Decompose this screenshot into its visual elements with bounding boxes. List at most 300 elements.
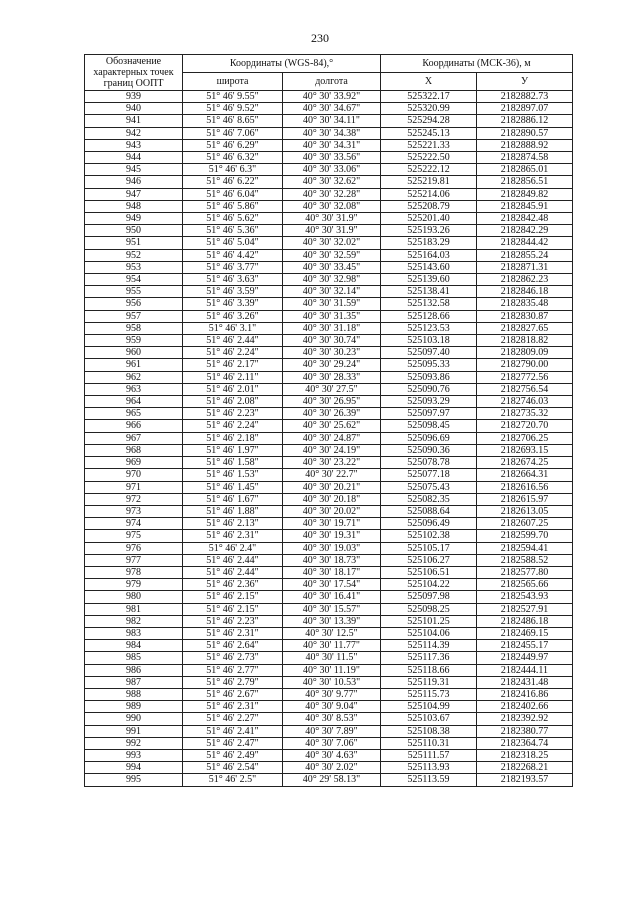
- latitude-cell: 51° 46' 2.24": [183, 347, 283, 359]
- longitude-cell: 40° 30' 31.35": [283, 310, 381, 322]
- table-row: [85, 371, 573, 383]
- latitude-cell: 51° 46' 9.52": [183, 103, 283, 115]
- latitude-cell: 51° 46' 2.4": [183, 542, 283, 554]
- point-id-cell: 956: [85, 298, 183, 310]
- y-cell: 2182486.18: [477, 615, 573, 627]
- y-cell: 2182855.24: [477, 249, 573, 261]
- x-cell: 525106.27: [381, 554, 477, 566]
- table-row: [85, 505, 573, 517]
- x-cell: 525097.97: [381, 408, 477, 420]
- longitude-cell: 40° 30' 9.04": [283, 701, 381, 713]
- longitude-cell: 40° 30' 13.39": [283, 615, 381, 627]
- x-cell: 525110.31: [381, 737, 477, 749]
- latitude-cell: 51° 46' 2.5": [183, 774, 283, 786]
- x-cell: 525101.25: [381, 615, 477, 627]
- header-latitude: широта: [183, 73, 283, 91]
- x-cell: 525208.79: [381, 200, 477, 212]
- latitude-cell: 51° 46' 1.67": [183, 493, 283, 505]
- table-row: [85, 615, 573, 627]
- longitude-cell: 40° 30' 22.7": [283, 469, 381, 481]
- x-cell: 525075.43: [381, 481, 477, 493]
- longitude-cell: 40° 30' 11.77": [283, 640, 381, 652]
- x-cell: 525219.81: [381, 176, 477, 188]
- latitude-cell: 51° 46' 6.04": [183, 188, 283, 200]
- table-row: [85, 383, 573, 395]
- longitude-cell: 40° 30' 32.59": [283, 249, 381, 261]
- point-id-cell: 980: [85, 591, 183, 603]
- longitude-cell: 40° 30' 20.18": [283, 493, 381, 505]
- latitude-cell: 51° 46' 3.59": [183, 286, 283, 298]
- y-cell: 2182674.25: [477, 457, 573, 469]
- latitude-cell: 51° 46' 2.23": [183, 408, 283, 420]
- longitude-cell: 40° 30' 31.9": [283, 213, 381, 225]
- table-row: [85, 347, 573, 359]
- longitude-cell: 40° 30' 18.17": [283, 566, 381, 578]
- longitude-cell: 40° 30' 18.73": [283, 554, 381, 566]
- latitude-cell: 51° 46' 2.73": [183, 652, 283, 664]
- longitude-cell: 40° 30' 31.59": [283, 298, 381, 310]
- y-cell: 2182886.12: [477, 115, 573, 127]
- latitude-cell: 51° 46' 2.41": [183, 725, 283, 737]
- x-cell: 525093.29: [381, 396, 477, 408]
- table-row: [85, 139, 573, 151]
- latitude-cell: 51° 46' 2.44": [183, 335, 283, 347]
- longitude-cell: 40° 30' 7.89": [283, 725, 381, 737]
- latitude-cell: 51° 46' 2.64": [183, 640, 283, 652]
- longitude-cell: 40° 30' 19.03": [283, 542, 381, 554]
- table-row: [85, 249, 573, 261]
- y-cell: 2182827.65: [477, 322, 573, 334]
- x-cell: 525294.28: [381, 115, 477, 127]
- y-cell: 2182607.25: [477, 518, 573, 530]
- table-row: [85, 481, 573, 493]
- longitude-cell: 40° 30' 15.57": [283, 603, 381, 615]
- point-id-cell: 995: [85, 774, 183, 786]
- longitude-cell: 40° 30' 10.53": [283, 676, 381, 688]
- y-cell: 2182830.87: [477, 310, 573, 322]
- point-id-cell: 947: [85, 188, 183, 200]
- x-cell: 525106.51: [381, 566, 477, 578]
- y-cell: 2182706.25: [477, 432, 573, 444]
- point-id-cell: 952: [85, 249, 183, 261]
- longitude-cell: 40° 30' 34.11": [283, 115, 381, 127]
- header-wgs84: Координаты (WGS-84),°: [183, 55, 381, 73]
- longitude-cell: 40° 30' 30.23": [283, 347, 381, 359]
- y-cell: 2182882.73: [477, 91, 573, 103]
- table-body: [85, 91, 573, 787]
- longitude-cell: 40° 30' 34.31": [283, 139, 381, 151]
- table-row: [85, 127, 573, 139]
- table-row: [85, 420, 573, 432]
- table-row: [85, 530, 573, 542]
- y-cell: 2182664.31: [477, 469, 573, 481]
- table-row: [85, 115, 573, 127]
- longitude-cell: 40° 30' 26.39": [283, 408, 381, 420]
- point-id-cell: 941: [85, 115, 183, 127]
- y-cell: 2182616.56: [477, 481, 573, 493]
- x-cell: 525103.18: [381, 335, 477, 347]
- y-cell: 2182772.56: [477, 371, 573, 383]
- table-row: [85, 298, 573, 310]
- point-id-cell: 973: [85, 505, 183, 517]
- y-cell: 2182835.48: [477, 298, 573, 310]
- table-row: [85, 542, 573, 554]
- x-cell: 525245.13: [381, 127, 477, 139]
- point-id-cell: 992: [85, 737, 183, 749]
- y-cell: 2182380.77: [477, 725, 573, 737]
- x-cell: 525117.36: [381, 652, 477, 664]
- x-cell: 525104.22: [381, 579, 477, 591]
- table-row: [85, 554, 573, 566]
- y-cell: 2182416.86: [477, 688, 573, 700]
- table-row: [85, 200, 573, 212]
- latitude-cell: 51° 46' 2.17": [183, 359, 283, 371]
- table-row: [85, 176, 573, 188]
- table-row: [85, 322, 573, 334]
- x-cell: 525104.99: [381, 701, 477, 713]
- table-row: [85, 152, 573, 164]
- table-row: [85, 652, 573, 664]
- table-row: [85, 688, 573, 700]
- table-row: [85, 164, 573, 176]
- y-cell: 2182577.80: [477, 566, 573, 578]
- table-row: [85, 737, 573, 749]
- y-cell: 2182392.92: [477, 713, 573, 725]
- table-row: [85, 566, 573, 578]
- point-id-cell: 943: [85, 139, 183, 151]
- table-row: [85, 213, 573, 225]
- x-cell: 525105.17: [381, 542, 477, 554]
- y-cell: 2182444.11: [477, 664, 573, 676]
- longitude-cell: 40° 30' 20.02": [283, 505, 381, 517]
- longitude-cell: 40° 30' 33.06": [283, 164, 381, 176]
- longitude-cell: 40° 30' 24.87": [283, 432, 381, 444]
- table-row: [85, 359, 573, 371]
- x-cell: 525102.38: [381, 530, 477, 542]
- longitude-cell: 40° 30' 7.06": [283, 737, 381, 749]
- table-row: [85, 237, 573, 249]
- longitude-cell: 40° 30' 9.77": [283, 688, 381, 700]
- x-cell: 525098.25: [381, 603, 477, 615]
- latitude-cell: 51° 46' 2.27": [183, 713, 283, 725]
- latitude-cell: 51° 46' 2.01": [183, 383, 283, 395]
- table-row: [85, 627, 573, 639]
- y-cell: 2182842.48: [477, 213, 573, 225]
- point-id-cell: 946: [85, 176, 183, 188]
- x-cell: 525138.41: [381, 286, 477, 298]
- table-row: [85, 749, 573, 761]
- point-id-cell: 953: [85, 261, 183, 273]
- x-cell: 525078.78: [381, 457, 477, 469]
- x-cell: 525090.36: [381, 444, 477, 456]
- point-id-cell: 984: [85, 640, 183, 652]
- point-id-cell: 967: [85, 432, 183, 444]
- longitude-cell: 40° 30' 32.02": [283, 237, 381, 249]
- latitude-cell: 51° 46' 5.62": [183, 213, 283, 225]
- table-row: [85, 444, 573, 456]
- y-cell: 2182469.15: [477, 627, 573, 639]
- latitude-cell: 51° 46' 4.42": [183, 249, 283, 261]
- x-cell: 525123.53: [381, 322, 477, 334]
- x-cell: 525077.18: [381, 469, 477, 481]
- point-id-cell: 944: [85, 152, 183, 164]
- y-cell: 2182845.91: [477, 200, 573, 212]
- point-id-cell: 970: [85, 469, 183, 481]
- latitude-cell: 51° 46' 1.45": [183, 481, 283, 493]
- header-point-designation: Обозначение характерных точек границ ООПТ: [85, 55, 183, 91]
- y-cell: 2182565.66: [477, 579, 573, 591]
- longitude-cell: 40° 30' 11.19": [283, 664, 381, 676]
- x-cell: 525221.33: [381, 139, 477, 151]
- x-cell: 525115.73: [381, 688, 477, 700]
- latitude-cell: 51° 46' 2.54": [183, 762, 283, 774]
- latitude-cell: 51° 46' 1.53": [183, 469, 283, 481]
- latitude-cell: 51° 46' 3.26": [183, 310, 283, 322]
- y-cell: 2182818.82: [477, 335, 573, 347]
- table-row: [85, 762, 573, 774]
- x-cell: 525098.45: [381, 420, 477, 432]
- latitude-cell: 51° 46' 3.39": [183, 298, 283, 310]
- point-id-cell: 976: [85, 542, 183, 554]
- longitude-cell: 40° 30' 32.98": [283, 274, 381, 286]
- point-id-cell: 969: [85, 457, 183, 469]
- longitude-cell: 40° 30' 11.5": [283, 652, 381, 664]
- y-cell: 2182809.09: [477, 347, 573, 359]
- longitude-cell: 40° 30' 19.31": [283, 530, 381, 542]
- longitude-cell: 40° 30' 30.74": [283, 335, 381, 347]
- point-id-cell: 979: [85, 579, 183, 591]
- longitude-cell: 40° 30' 26.95": [283, 396, 381, 408]
- x-cell: 525183.29: [381, 237, 477, 249]
- y-cell: 2182874.58: [477, 152, 573, 164]
- x-cell: 525088.64: [381, 505, 477, 517]
- longitude-cell: 40° 30' 34.67": [283, 103, 381, 115]
- point-id-cell: 990: [85, 713, 183, 725]
- point-id-cell: 974: [85, 518, 183, 530]
- page-number: 230: [311, 31, 329, 45]
- table-row: [85, 335, 573, 347]
- point-id-cell: 962: [85, 371, 183, 383]
- point-id-cell: 963: [85, 383, 183, 395]
- point-id-cell: 961: [85, 359, 183, 371]
- x-cell: 525139.60: [381, 274, 477, 286]
- point-id-cell: 940: [85, 103, 183, 115]
- x-cell: 525143.60: [381, 261, 477, 273]
- y-cell: 2182844.42: [477, 237, 573, 249]
- table-row: [85, 713, 573, 725]
- latitude-cell: 51° 46' 3.63": [183, 274, 283, 286]
- point-id-cell: 965: [85, 408, 183, 420]
- point-id-cell: 960: [85, 347, 183, 359]
- x-cell: 525132.58: [381, 298, 477, 310]
- y-cell: 2182455.17: [477, 640, 573, 652]
- latitude-cell: 51° 46' 8.65": [183, 115, 283, 127]
- longitude-cell: 40° 29' 58.13": [283, 774, 381, 786]
- point-id-cell: 939: [85, 91, 183, 103]
- x-cell: 525164.03: [381, 249, 477, 261]
- point-id-cell: 945: [85, 164, 183, 176]
- y-cell: 2182594.41: [477, 542, 573, 554]
- header-row-1: [85, 55, 573, 73]
- table-row: [85, 774, 573, 786]
- latitude-cell: 51° 46' 2.24": [183, 420, 283, 432]
- point-id-cell: 957: [85, 310, 183, 322]
- latitude-cell: 51° 46' 1.97": [183, 444, 283, 456]
- longitude-cell: 40° 30' 25.62": [283, 420, 381, 432]
- latitude-cell: 51° 46' 2.31": [183, 530, 283, 542]
- table-row: [85, 396, 573, 408]
- point-id-cell: 971: [85, 481, 183, 493]
- y-cell: 2182865.01: [477, 164, 573, 176]
- x-cell: 525193.26: [381, 225, 477, 237]
- y-cell: 2182756.54: [477, 383, 573, 395]
- x-cell: 525104.06: [381, 627, 477, 639]
- x-cell: 525108.38: [381, 725, 477, 737]
- y-cell: 2182318.25: [477, 749, 573, 761]
- point-id-cell: 948: [85, 200, 183, 212]
- longitude-cell: 40° 30' 8.53": [283, 713, 381, 725]
- longitude-cell: 40° 30' 2.02": [283, 762, 381, 774]
- longitude-cell: 40° 30' 31.18": [283, 322, 381, 334]
- table-row: [85, 91, 573, 103]
- point-id-cell: 989: [85, 701, 183, 713]
- point-id-cell: 985: [85, 652, 183, 664]
- x-cell: 525128.66: [381, 310, 477, 322]
- point-id-cell: 950: [85, 225, 183, 237]
- table-row: [85, 579, 573, 591]
- longitude-cell: 40° 30' 31.9": [283, 225, 381, 237]
- y-cell: 2182402.66: [477, 701, 573, 713]
- x-cell: 525095.33: [381, 359, 477, 371]
- table-row: [85, 725, 573, 737]
- point-id-cell: 993: [85, 749, 183, 761]
- point-id-cell: 975: [85, 530, 183, 542]
- latitude-cell: 51° 46' 2.49": [183, 749, 283, 761]
- y-cell: 2182746.03: [477, 396, 573, 408]
- latitude-cell: 51° 46' 2.08": [183, 396, 283, 408]
- latitude-cell: 51° 46' 2.47": [183, 737, 283, 749]
- y-cell: 2182856.51: [477, 176, 573, 188]
- longitude-cell: 40° 30' 12.5": [283, 627, 381, 639]
- latitude-cell: 51° 46' 2.36": [183, 579, 283, 591]
- latitude-cell: 51° 46' 2.13": [183, 518, 283, 530]
- latitude-cell: 51° 46' 2.15": [183, 603, 283, 615]
- y-cell: 2182615.97: [477, 493, 573, 505]
- table-row: [85, 310, 573, 322]
- latitude-cell: 51° 46' 2.44": [183, 554, 283, 566]
- table-row: [85, 286, 573, 298]
- latitude-cell: 51° 46' 2.77": [183, 664, 283, 676]
- point-id-cell: 951: [85, 237, 183, 249]
- y-cell: 2182527.91: [477, 603, 573, 615]
- table-row: [85, 591, 573, 603]
- point-id-cell: 942: [85, 127, 183, 139]
- x-cell: 525093.86: [381, 371, 477, 383]
- table-row: [85, 493, 573, 505]
- table-row: [85, 188, 573, 200]
- y-cell: 2182720.70: [477, 420, 573, 432]
- y-cell: 2182431.48: [477, 676, 573, 688]
- latitude-cell: 51° 46' 9.55": [183, 91, 283, 103]
- y-cell: 2182193.57: [477, 774, 573, 786]
- longitude-cell: 40° 30' 34.38": [283, 127, 381, 139]
- point-id-cell: 994: [85, 762, 183, 774]
- longitude-cell: 40° 30' 16.41": [283, 591, 381, 603]
- longitude-cell: 40° 30' 24.19": [283, 444, 381, 456]
- x-cell: 525201.40: [381, 213, 477, 225]
- latitude-cell: 51° 46' 2.15": [183, 591, 283, 603]
- point-id-cell: 959: [85, 335, 183, 347]
- x-cell: 525082.35: [381, 493, 477, 505]
- table-row: [85, 664, 573, 676]
- latitude-cell: 51° 46' 2.11": [183, 371, 283, 383]
- point-id-cell: 991: [85, 725, 183, 737]
- point-id-cell: 986: [85, 664, 183, 676]
- x-cell: 525097.98: [381, 591, 477, 603]
- y-cell: 2182862.23: [477, 274, 573, 286]
- longitude-cell: 40° 30' 20.21": [283, 481, 381, 493]
- table-row: [85, 676, 573, 688]
- longitude-cell: 40° 30' 32.14": [283, 286, 381, 298]
- x-cell: 525096.69: [381, 432, 477, 444]
- y-cell: 2182449.97: [477, 652, 573, 664]
- table-row: [85, 432, 573, 444]
- latitude-cell: 51° 46' 5.86": [183, 200, 283, 212]
- x-cell: 525096.49: [381, 518, 477, 530]
- y-cell: 2182888.92: [477, 139, 573, 151]
- y-cell: 2182790.00: [477, 359, 573, 371]
- y-cell: 2182693.15: [477, 444, 573, 456]
- table-row: [85, 457, 573, 469]
- point-id-cell: 988: [85, 688, 183, 700]
- y-cell: 2182842.29: [477, 225, 573, 237]
- longitude-cell: 40° 30' 19.71": [283, 518, 381, 530]
- latitude-cell: 51° 46' 6.32": [183, 152, 283, 164]
- latitude-cell: 51° 46' 1.58": [183, 457, 283, 469]
- point-id-cell: 968: [85, 444, 183, 456]
- table-row: [85, 518, 573, 530]
- x-cell: 525113.59: [381, 774, 477, 786]
- x-cell: 525214.06: [381, 188, 477, 200]
- x-cell: 525113.93: [381, 762, 477, 774]
- y-cell: 2182846.18: [477, 286, 573, 298]
- table-row: [85, 603, 573, 615]
- point-id-cell: 964: [85, 396, 183, 408]
- coordinates-table: [84, 54, 573, 787]
- latitude-cell: 51° 46' 5.36": [183, 225, 283, 237]
- point-id-cell: 972: [85, 493, 183, 505]
- longitude-cell: 40° 30' 23.22": [283, 457, 381, 469]
- longitude-cell: 40° 30' 29.24": [283, 359, 381, 371]
- latitude-cell: 51° 46' 6.29": [183, 139, 283, 151]
- longitude-cell: 40° 30' 17.54": [283, 579, 381, 591]
- longitude-cell: 40° 30' 4.63": [283, 749, 381, 761]
- latitude-cell: 51° 46' 2.67": [183, 688, 283, 700]
- x-cell: 525090.76: [381, 383, 477, 395]
- x-cell: 525322.17: [381, 91, 477, 103]
- y-cell: 2182871.31: [477, 261, 573, 273]
- y-cell: 2182588.52: [477, 554, 573, 566]
- longitude-cell: 40° 30' 32.62": [283, 176, 381, 188]
- latitude-cell: 51° 46' 2.44": [183, 566, 283, 578]
- header-x: X: [381, 73, 477, 91]
- x-cell: 525320.99: [381, 103, 477, 115]
- point-id-cell: 949: [85, 213, 183, 225]
- header-msk36: Координаты (МСК-36), м: [381, 55, 573, 73]
- table-row: [85, 640, 573, 652]
- x-cell: 525111.57: [381, 749, 477, 761]
- latitude-cell: 51° 46' 5.04": [183, 237, 283, 249]
